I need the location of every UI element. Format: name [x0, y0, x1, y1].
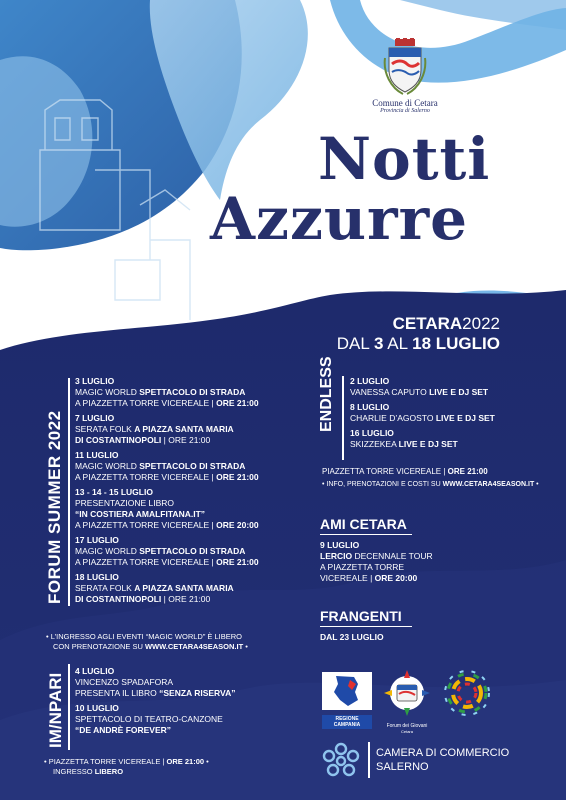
frangenti-date: DAL 23 LUGLIO	[320, 632, 384, 642]
ami-cetara-title: AMI CETARA	[320, 516, 407, 532]
event-time: ORE 21:00	[216, 398, 259, 408]
forum-event: 7 LUGLIO SERATA FOLK A PIAZZA SANTA MARIA DI COSTANTINOPOLI | ORE 21:00	[75, 413, 315, 446]
event-time: ORE 20:00	[374, 573, 418, 583]
year: 2022	[462, 314, 500, 333]
impari-note-free: LIBERO	[94, 767, 124, 776]
forum-note-line1: L’INGRESSO AGLI EVENTI “MAGIC WORLD” È LIBERO	[50, 632, 243, 641]
forum-event: 13 - 14 - 15 LUGLIO PRESENTAZIONE LIBRO “IN COSTIERA AMALFITANA.IT” A PIAZZETTA TORRE VICEREALE | ORE 20:00	[75, 487, 315, 531]
camera-commercio-icon	[320, 742, 362, 778]
frangenti-rule	[320, 626, 412, 627]
event-date: 4 LUGLIO	[75, 666, 115, 676]
event-tag: LIVE E DJ SET	[398, 439, 458, 449]
event-date: 16 LUGLIO	[350, 428, 394, 438]
forum-note: • L’INGRESSO AGLI EVENTI “MAGIC WORLD” È LIBERO CON PRENOTAZIONE SU WWW.CETARA4SEASON.IT •	[46, 632, 248, 651]
municipality-name: Comune di Cetara	[372, 98, 438, 108]
forum-event: 17 LUGLIO MAGIC WORLD SPETTACOLO DI STRADA A PIAZZETTA TORRE VICEREALE | ORE 21:00	[75, 535, 315, 568]
municipality-block	[350, 38, 460, 114]
date-range	[337, 334, 500, 354]
impari-note-entry: INGRESSO	[53, 767, 93, 776]
event-text: DI COSTANTINOPOLI	[75, 435, 162, 445]
camera-line2: SALERNO	[376, 761, 429, 773]
event-time: ORE 21:00	[168, 435, 211, 445]
event-text: A PIAZZETTA TORRE	[320, 562, 405, 572]
endless-event	[350, 376, 550, 398]
event-text: CHARLIE D’AGOSTO	[350, 413, 434, 423]
event-tag: LIVE E DJ SET	[429, 387, 489, 397]
event-text: PRESENTAZIONE LIBRO	[75, 498, 175, 508]
event-text: SKIZZEKEA	[350, 439, 397, 449]
event-text: VINCENZO SPADAFORA	[75, 677, 174, 687]
event-date: 8 LUGLIO	[350, 402, 390, 412]
endless-venue: PIAZZETTA TORRE VICEREALE	[322, 467, 442, 476]
impari-note-time: ORE 21:00	[166, 757, 205, 766]
place-name: CETARA	[392, 314, 463, 333]
ami-cetara-rule	[320, 534, 412, 535]
forum-note-line2: CON PRENOTAZIONE SU	[53, 642, 143, 651]
event-text: “DE ANDRÈ FOREVER”	[75, 725, 172, 735]
endless-event	[350, 428, 550, 450]
forum-giovani-icon	[384, 668, 430, 718]
event-date: 17 LUGLIO	[75, 535, 119, 545]
endless-label: ENDLESS	[318, 356, 335, 432]
municipality-province: Provincia di Salerno	[380, 108, 430, 114]
impari-note-venue: PIAZZETTA TORRE VICEREALE	[48, 757, 161, 766]
impari-note: • PIAZZETTA TORRE VICEREALE | ORE 21:00 • INGRESSO LIBERO	[44, 757, 209, 776]
colorful-circle-icon	[440, 670, 494, 716]
colorful-logo	[440, 670, 494, 721]
camera-divider	[368, 742, 370, 778]
endless-note: PIAZZETTA TORRE VICEREALE | ORE 21:00 • INFO, PRENOTAZIONI E COSTI SU WWW.CETARA4SEASON.IT •	[322, 467, 539, 488]
impari-divider	[68, 664, 70, 750]
endless-site: WWW.CETARA4SEASON.IT	[442, 481, 535, 488]
al-word: AL	[387, 334, 408, 353]
forum-giovani-label: Forum dei Giovani	[386, 723, 428, 729]
event-date: 11 LUGLIO	[75, 450, 119, 460]
forum-events	[75, 376, 315, 609]
day-from: 3	[373, 334, 384, 353]
endless-info: INFO, PRENOTAZIONI E COSTI SU	[326, 481, 441, 488]
event-date: 10 LUGLIO	[75, 703, 119, 713]
title-line-1: Notti	[318, 125, 491, 193]
forum-label: FORUM SUMMER 2022	[45, 410, 64, 604]
event-text: A PIAZZETTA TORRE VICEREALE	[75, 557, 210, 567]
event-text: SERATA FOLK	[75, 424, 132, 434]
event-time: ORE 21:00	[216, 472, 259, 482]
event-text: A PIAZZETTA TORRE VICEREALE	[75, 398, 210, 408]
camera-commercio-text	[376, 746, 509, 774]
impari-event	[75, 666, 315, 699]
event-text: VICEREALE	[320, 573, 368, 583]
event-text: VANESSA CAPUTO	[350, 387, 427, 397]
event-text: SPETTACOLO DI TEATRO-CANZONE	[75, 714, 223, 724]
place-year	[393, 314, 500, 334]
event-tag: LIVE E DJ SET	[435, 413, 495, 423]
regione-campania-icon	[322, 672, 372, 710]
event-time: ORE 21:00	[216, 557, 259, 567]
event-time: ORE 21:00	[168, 594, 211, 604]
camera-commercio-logo	[320, 742, 362, 783]
event-date: 9 LUGLIO	[320, 540, 360, 550]
frangenti-title: FRANGENTI	[320, 608, 402, 624]
forum-giovani-sub: Cetara	[400, 729, 413, 734]
event-text: SPETTACOLO DI STRADA	[139, 546, 246, 556]
endless-divider	[342, 376, 344, 460]
dal-word: DAL	[336, 334, 370, 353]
endless-time: ORE 21:00	[447, 467, 488, 476]
crest-icon	[383, 38, 427, 96]
event-date: 13 - 14 - 15 LUGLIO	[75, 487, 153, 497]
endless-events	[350, 376, 550, 454]
event-text: LERCIO	[320, 551, 353, 561]
event-text: MAGIC WORLD	[75, 461, 137, 471]
forum-note-site: WWW.CETARA4SEASON.IT	[144, 642, 244, 651]
forum-event: 11 LUGLIO MAGIC WORLD SPETTACOLO DI STRADA A PIAZZETTA TORRE VICEREALE | ORE 21:00	[75, 450, 315, 483]
impari-events	[75, 666, 315, 740]
event-time: ORE 20:00	[216, 520, 259, 530]
event-text: A PIAZZA SANTA MARIA	[134, 583, 234, 593]
camera-line1: CAMERA DI COMMERCIO	[376, 747, 510, 759]
event-date: 18 LUGLIO	[75, 572, 119, 582]
day-to: 18 LUGLIO	[412, 334, 500, 353]
event-date: 2 LUGLIO	[350, 376, 390, 386]
event-text: MAGIC WORLD	[75, 387, 137, 397]
title-line-2: Azzurre	[210, 185, 469, 253]
endless-event	[350, 402, 550, 424]
event-text: “SENZA RISERVA”	[159, 688, 236, 698]
event-text: “IN COSTIERA AMALFITANA.IT”	[75, 509, 206, 519]
event-text: A PIAZZETTA TORRE VICEREALE	[75, 520, 210, 530]
impari-label: IM/NPARI	[46, 672, 65, 748]
event-text: SPETTACOLO DI STRADA	[139, 461, 246, 471]
event-date: 3 LUGLIO	[75, 376, 115, 386]
event-text: A PIAZZA SANTA MARIA	[134, 424, 234, 434]
event-text: DI COSTANTINOPOLI	[75, 594, 162, 604]
event-text: SPETTACOLO DI STRADA	[139, 387, 246, 397]
event-text: MAGIC WORLD	[75, 546, 137, 556]
event-text: A PIAZZETTA TORRE VICEREALE	[75, 472, 210, 482]
forum-event: 3 LUGLIO MAGIC WORLD SPETTACOLO DI STRADA A PIAZZETTA TORRE VICEREALE | ORE 21:00	[75, 376, 315, 409]
regione-campania-logo	[322, 672, 372, 729]
event-text: PRESENTA IL LIBRO	[75, 688, 157, 698]
forum-divider	[68, 378, 70, 606]
ami-cetara-event: 9 LUGLIO LERCIO DECENNALE TOUR A PIAZZETTA TORRE VICEREALE | ORE 20:00	[320, 540, 520, 584]
forum-giovani-logo	[382, 668, 432, 734]
impari-event	[75, 703, 315, 736]
forum-event: 18 LUGLIO SERATA FOLK A PIAZZA SANTA MARIA DI COSTANTINOPOLI | ORE 21:00	[75, 572, 315, 605]
event-text: SERATA FOLK	[75, 583, 132, 593]
regione-campania-label: REGIONE CAMPANIA	[322, 715, 372, 729]
event-date: 7 LUGLIO	[75, 413, 115, 423]
event-text: DECENNALE TOUR	[354, 551, 433, 561]
